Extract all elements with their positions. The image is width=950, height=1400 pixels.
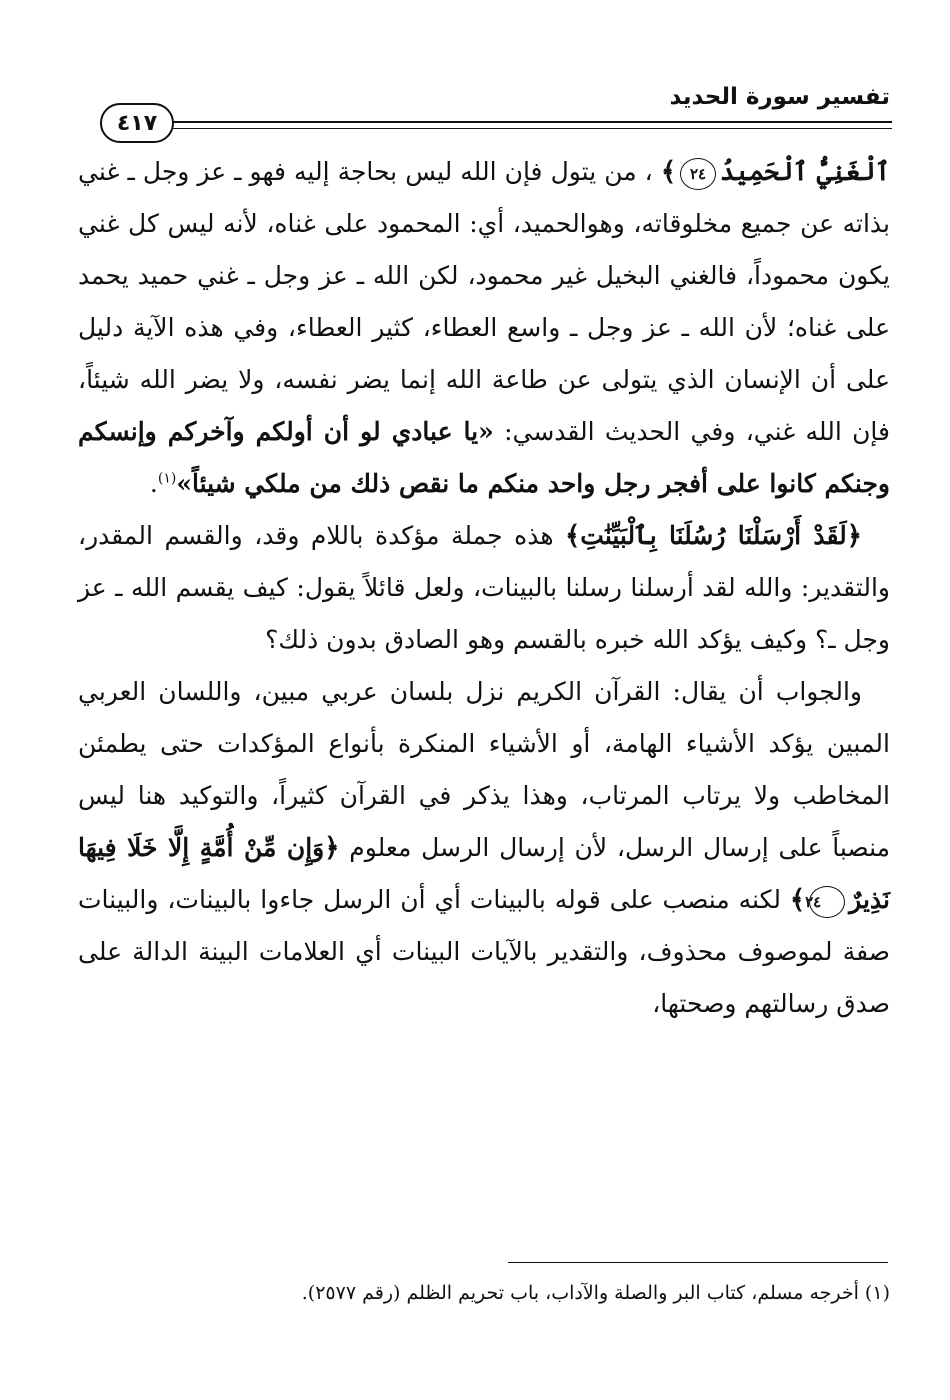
paragraph-3 [78, 666, 890, 1030]
paragraph-2 [78, 510, 890, 666]
paragraph-3-text-rest: لكنه منصب على قوله بالبينات أي أن الرسل جاءوا بالبينات، والبينات صفة لموصوف محذوف، والتقدير بالآيات البينات أي العلامات البينة الدالة على صدق رسالتهم وصحتها، [78, 885, 890, 1018]
paragraph-2-text: هذه جملة مؤكدة باللام وقد، والقسم المقدر، والتقدير: والله لقد أرسلنا رسلنا بالبينات، ولعل قائلاً يقول: كيف يقسم الله ـ عز وجل ـ؟ وكيف يؤكد الله خبره بالقسم وهو الصادق بدون ذلك؟ [78, 521, 890, 654]
paragraph-1-text: ، من يتول فإن الله ليس بحاجة إليه فهو ـ عز وجل ـ غني بذاته عن جميع مخلوقاته، وهوالحميد، أي: المحمود على غناه، لأنه ليس كل غني يكون محموداً، فالغني البخيل غير محمود، لكن الله ـ عز وجل ـ غني حميد يحمد على غناه؛ لأن الله ـ عز وجل ـ واسع العطاء، كثير العطاء، وفي هذه الآية دليل على أن الإنسان الذي يتولى عن طاعة الله إنما يضر نفسه، ولا يضر الله شيئاً، فإن الله غني، وفي الحديث القدسي: [78, 157, 890, 446]
quran-quote-1 [661, 157, 890, 186]
ayah-text-3: وَإِن مِّنْ أُمَّةٍ إِلَّا خَلَا فِيهَا نَذِيرٌ [78, 833, 890, 914]
header-rule [168, 121, 892, 129]
footnote-1: (١) أخرجه مسلم، كتاب البر والصلة والآداب، باب تحريم الظلم (رقم ٢٥٧٧). [301, 1282, 890, 1304]
ayah-number-marker-1: ٢٤ [680, 158, 716, 190]
page-number: ٤١٧ [100, 103, 174, 143]
hadith-end: . [149, 469, 158, 498]
footnote-reference: (١) [157, 470, 177, 487]
close-bracket-3: ﴾ [789, 885, 806, 915]
paragraph-3-text-start: والجواب أن يقال: القرآن الكريم نزل بلسان عربي مبين، واللسان العربي المبين يؤكد الأشياء الهامة، أو الأشياء المنكرة بأنواع المؤكدات حتى يطمئن المخاطب ولا يرتاب المرتاب، وهذا يذكر في القرآن كثيراً، والتوكيد هنا ليس منصباً على إرسال الرسل، لأن إرسال الرسل معلوم [78, 677, 890, 862]
close-bracket-2: ﴾ [565, 521, 581, 551]
close-bracket-1: ﴾ [660, 157, 677, 187]
open-bracket-3: ﴿ [324, 833, 340, 863]
ayah-number-marker-2: ٢٤ [809, 886, 845, 918]
ayah-text-1: ٱلْغَنِيُّ ٱلْحَمِيدُ [720, 157, 890, 186]
ayah-text-2: لَقَدْ أَرْسَلْنَا رُسُلَنَا بِٱلْبَيِّنَٰتِ [580, 521, 847, 550]
paragraph-1 [78, 146, 890, 510]
open-bracket-2: ﴿ [846, 521, 863, 551]
running-header-title: تفسير سورة الحديد [669, 84, 890, 110]
footnote-separator [508, 1262, 888, 1263]
body-text [78, 146, 890, 1030]
quran-quote-2 [565, 521, 862, 550]
hadith-quote: «يا عبادي لو أن أولكم وآخركم وإنسكم وجنكم كانوا على أفجر رجل واحد منكم ما نقص ذلك من ملكي شيئاً» [78, 417, 890, 498]
